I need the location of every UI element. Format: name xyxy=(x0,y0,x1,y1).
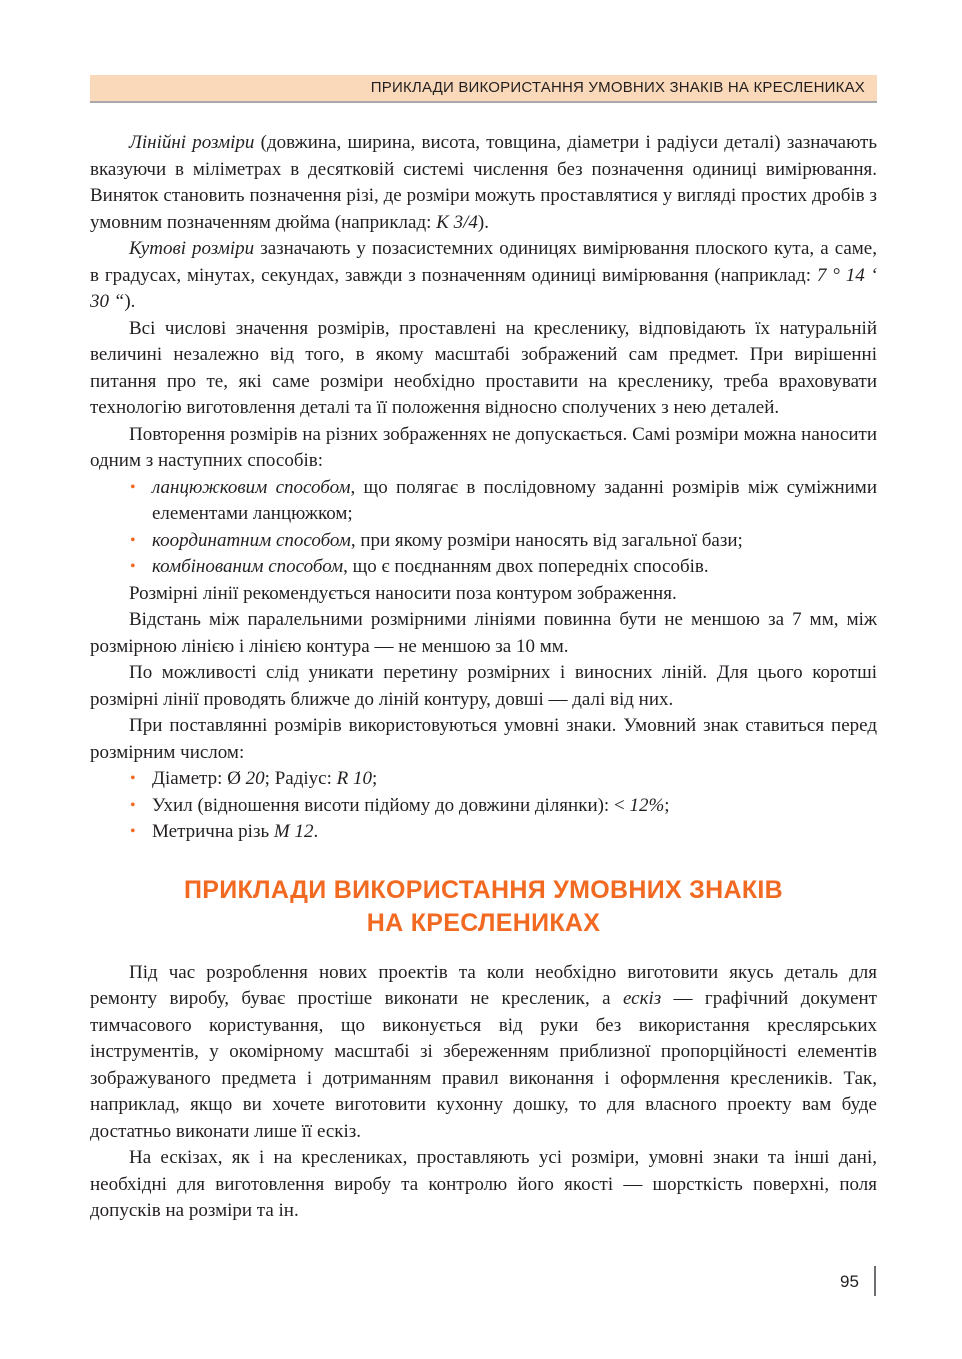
page-body xyxy=(90,130,877,1225)
paragraph-intersection: По можливості слід уникати перетину розмірних і виносних ліній. Для цього коротші розмірні лінії проводять ближче до ліній контуру, довші — далі від них. xyxy=(90,662,877,710)
paragraph-outside-contour: Розмірні лінії рекомендується наносити поза контуром зображення. xyxy=(129,582,677,604)
paragraph-sketch-data: На ескізах, як і на креслениках, проставляють усі розміри, умовні знаки та інші дані, необхідні для виготовлення виробу та контролю його якості — шорсткість поверхні, поля допусків на розміри та ін. xyxy=(90,1147,877,1221)
example-angle: 7 ° 14 ‘ 30 “ xyxy=(90,264,877,312)
paragraph-sketch: Під час розроблення нових проектів та коли необхідно виготовити якусь деталь для ремонту виробу, буває простіше виконати не кресленик, а ескіз — графічний документ тимчасового користування, що виконується від руки без використання креслярських інструментів, у окомірному масштабі зі збереженням приблизної пропорційності елементів зображуваного предмета і дотриманням правил виконання і оформлення креслеників. Так, наприклад, якщо ви хочете виготовити кухонну дошку, то для власного проекту вам буде достатньо виконати лише її ескіз. xyxy=(90,961,877,1142)
section-heading: ПРИКЛАДИ ВИКОРИСТАННЯ УМОВНИХ ЗНАКІВ НА КРЕСЛЕНИКАХ xyxy=(183,875,784,937)
paragraph-natural-values: Всі числові значення розмірів, проставлені на кресленику, відповідають їх натуральній величині незалежно від того, в якому масштабі зображений сам предмет. При вирішенні питання про те, які саме розміри необхідно проставити на кресленику, треба враховувати технологію виготовлення деталі та її положення відносно сполучених з нею деталей. xyxy=(90,317,877,418)
bullet-icon: • xyxy=(130,823,136,840)
list-item: • Діаметр: Ø 20; Радіус: R 10; xyxy=(90,766,877,793)
list-item: • комбінованим способом, що є поєднанням двох попередніх способів. xyxy=(90,554,877,581)
list-item: • ланцюжковим способом, що полягає в послідовному заданні розмірів між суміжними елементами ланцюжком; xyxy=(130,476,878,524)
list-item: • Ухил (відношення висоти підйому до довжини ділянки): < 12%; xyxy=(90,793,877,820)
page-number-rule xyxy=(874,1266,876,1296)
paragraph-conventional-signs: При поставлянні розмірів використовуються умовні знаки. Умовний знак ставиться перед розмірним числом: xyxy=(90,715,877,763)
bullet-icon: • xyxy=(130,796,136,814)
methods-list xyxy=(90,475,877,581)
term-angular-dimensions: Кутові розміри xyxy=(129,238,255,259)
page-number: 95 xyxy=(840,1272,859,1291)
bullet-icon: • xyxy=(130,478,136,496)
signs-list xyxy=(90,766,877,846)
bullet-icon: • xyxy=(130,531,136,549)
bullet-icon: • xyxy=(130,558,136,575)
list-item: • координатним способом, при якому розміри наносять від загальної бази; xyxy=(90,528,877,555)
paragraph-spacing: Відстань між паралельними розмірними лініями повинна бути не меншою за 7 мм, між розмірною лінією і лінією контура — не меншою за 10 мм. xyxy=(90,609,877,657)
list-item: • Метрична різь M 12. xyxy=(90,819,877,846)
running-header-title: ПРИКЛАДИ ВИКОРИСТАННЯ УМОВНИХ ЗНАКІВ НА КРЕСЛЕНИКАХ xyxy=(370,79,865,96)
bullet-icon: • xyxy=(130,770,136,787)
term-linear-dimensions: Лінійні розміри xyxy=(129,132,255,153)
paragraph-angular-dimensions: Кутові розміри зазначають у позасистемних одиницях вимірювання плоского кута, а саме, в градусах, мінутах, секундах, завжди з позначенням одиниці вимірювання (наприклад: 7 ° 14 ‘ 30 “). xyxy=(90,238,877,312)
paragraph-repetition: Повторення розмірів на різних зображеннях не допускається. Самі розміри можна наносити одним з наступних способів: xyxy=(90,423,877,471)
term-sketch: ескіз xyxy=(622,988,662,1009)
example-thread-fraction: K 3/4 xyxy=(436,211,478,233)
paragraph-linear-dimensions: Лінійні розміри (довжина, ширина, висота, товщина, діаметри і радіуси деталі) зазначають вказуючи в міліметрах в десятковій системі числення без позначення одиниці вимірювання. Виняток становить позначення різі, де розміри можуть проставлятися у вигляді простих дробів з умовним позначенням дюйма (наприклад: K 3/4). xyxy=(90,132,878,233)
running-header xyxy=(90,75,877,103)
